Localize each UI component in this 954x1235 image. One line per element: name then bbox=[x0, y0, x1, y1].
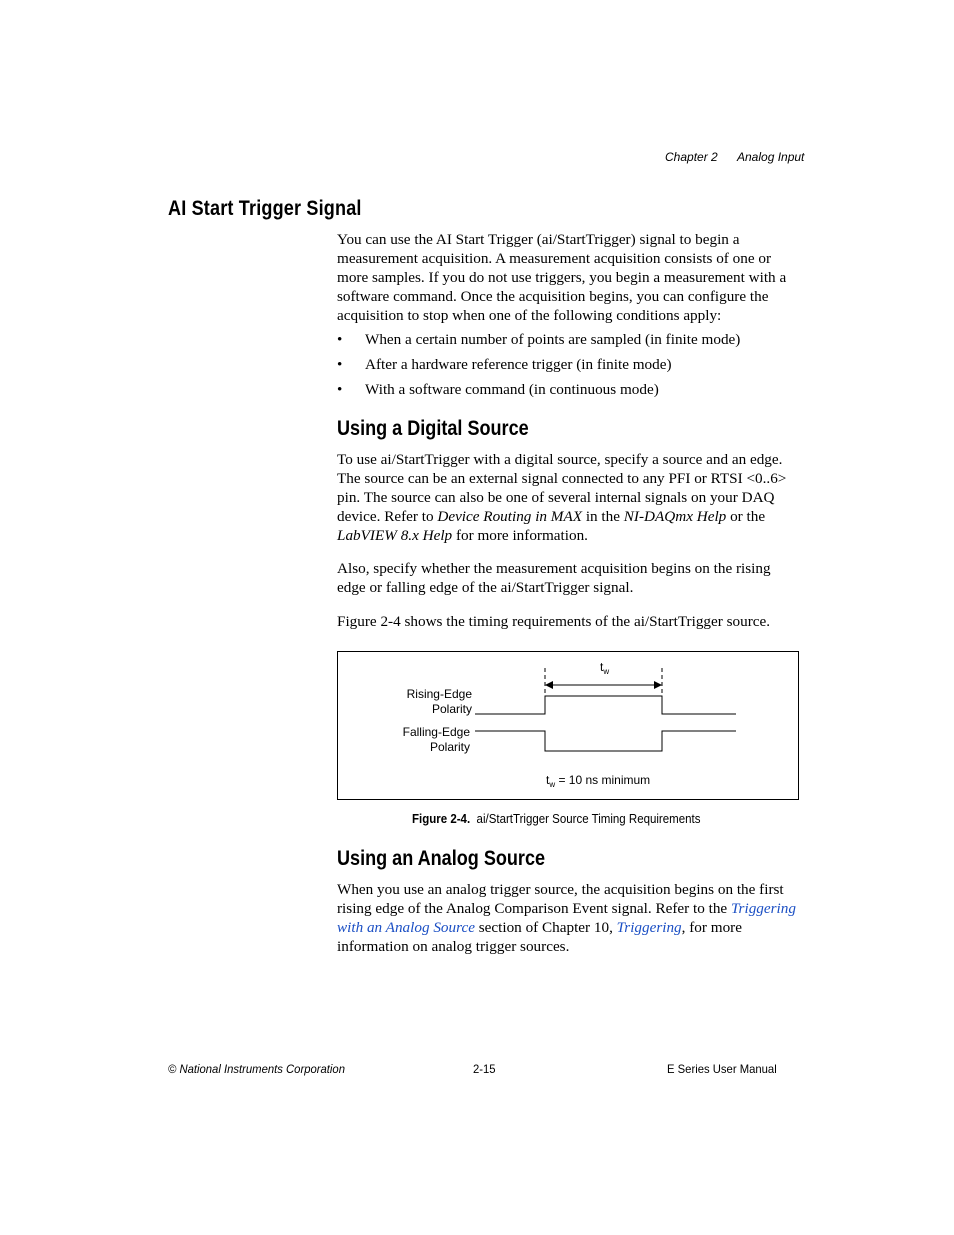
falling-edge-label-line1: Falling-Edge bbox=[402, 725, 470, 739]
header-section: Analog Input bbox=[737, 150, 805, 164]
edge-paragraph: Also, specify whether the measurement acquisition begins on the rising edge or falling edge of the ai/StartTrigger signal. bbox=[337, 560, 771, 596]
text-run: section of Chapter 10, bbox=[474, 919, 617, 936]
text-run: for more information. bbox=[452, 527, 588, 544]
text-run: in the bbox=[582, 508, 624, 525]
text-run: , for more information on analog trigger sources. bbox=[337, 919, 742, 955]
rising-edge-waveform bbox=[475, 696, 736, 714]
rising-edge-label-line2: Polarity bbox=[431, 702, 472, 716]
link-triggering-chapter[interactable]: Triggering bbox=[616, 919, 682, 936]
rising-edge-label-line1: Rising-Edge bbox=[406, 687, 472, 701]
footer-page-number: 2-15 bbox=[473, 1062, 496, 1076]
timing-diagram bbox=[338, 652, 798, 799]
bullet-symbol: • bbox=[337, 381, 343, 398]
text-run: To use ai/StartTrigger with a digital source, specify a source and an edge. The source can be an external signal connected to any PFI or RTSI <0..6> pin. The source can also be one of several internal signals on your DAQ device. Refer to bbox=[337, 451, 787, 525]
caption-text: ai/StartTrigger Source Timing Requirements bbox=[476, 812, 701, 826]
heading-digital-source: Using a Digital Source bbox=[337, 417, 529, 440]
bullet-text: When a certain number of points are sampled (in finite mode) bbox=[365, 331, 741, 348]
text-run: When you use an analog trigger source, the acquisition begins on the first rising edge of the Analog Comparison Event signal. Refer to the bbox=[337, 881, 784, 917]
tw-minimum-note: $t_w = 10$ ns minimum bbox=[546, 773, 651, 789]
heading-analog-source: Using an Analog Source bbox=[337, 847, 546, 870]
intro-paragraph: You can use the AI Start Trigger (ai/StartTrigger) signal to begin a measurement acquisition. A measurement acquisition consists of one or more samples. If you do not use triggers, you begin a measurement with a software command. Once the acquisition begins, you can configure the acquisition to stop when one of the following conditions apply: bbox=[337, 231, 787, 324]
footer-manual-title: E Series User Manual bbox=[667, 1062, 777, 1076]
bullet-symbol: • bbox=[337, 331, 343, 348]
bullet-text: After a hardware reference trigger (in finite mode) bbox=[365, 356, 672, 373]
figure-caption bbox=[412, 812, 700, 826]
falling-edge-waveform bbox=[475, 731, 736, 751]
falling-edge-label-line2: Polarity bbox=[429, 740, 470, 754]
header-chapter: Chapter 2 bbox=[665, 150, 718, 164]
tw-label: $t_w$ bbox=[600, 660, 610, 676]
caption-label: Figure 2-4. bbox=[412, 812, 471, 826]
italic-reference: NI-DAQmx Help bbox=[623, 508, 727, 525]
italic-reference: LabVIEW 8.x Help bbox=[337, 527, 453, 544]
figure-reference-paragraph: Figure 2-4 shows the timing requirements of the ai/StartTrigger source. bbox=[337, 613, 771, 630]
link-triggering-with-analog-source[interactable]: Triggering with an Analog Source bbox=[337, 900, 796, 936]
text-run: or the bbox=[726, 508, 766, 525]
bullet-symbol: • bbox=[337, 356, 343, 373]
italic-reference: Device Routing in MAX bbox=[437, 508, 583, 525]
timing-diagram-frame bbox=[337, 651, 799, 800]
analog-source-paragraph bbox=[337, 880, 803, 956]
heading-ai-start-trigger: AI Start Trigger Signal bbox=[168, 197, 362, 220]
digital-source-paragraph bbox=[337, 450, 803, 545]
bullet-text: With a software command (in continuous mode) bbox=[365, 381, 659, 398]
footer-copyright: © National Instruments Corporation bbox=[168, 1062, 345, 1076]
